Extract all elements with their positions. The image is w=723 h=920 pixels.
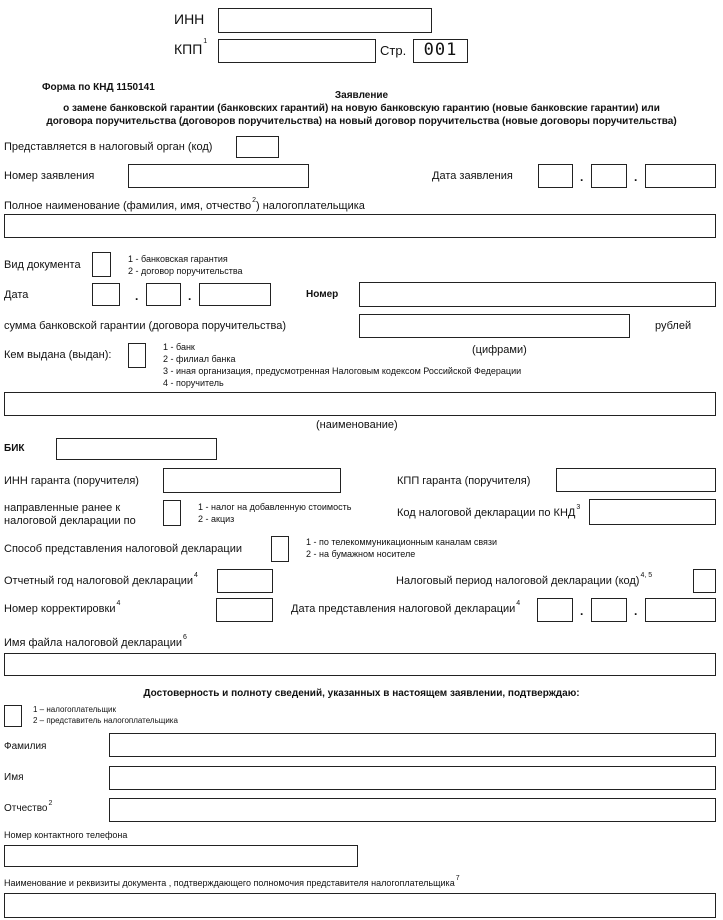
file-name-field[interactable] bbox=[4, 653, 716, 676]
submission-option-1: 1 - по телекоммуникационным каналам связи bbox=[306, 537, 498, 547]
doc-type-label: Вид документа bbox=[4, 259, 81, 271]
surname-label: Фамилия bbox=[4, 741, 47, 752]
guarantor-inn-label: ИНН гаранта (поручителя) bbox=[4, 475, 139, 487]
footnote-4-5: 4, 5 bbox=[640, 572, 653, 579]
doc-date-year[interactable] bbox=[199, 283, 271, 306]
issued-by-option-1: 1 - банк bbox=[163, 342, 195, 352]
doc-type-option-2: 2 - договор поручительства bbox=[128, 266, 243, 276]
declaration-date-year[interactable] bbox=[645, 598, 716, 622]
confirmation-heading: Достоверность и полноту сведений, указанных в настоящем заявлении, подтверждаю: bbox=[143, 688, 580, 699]
application-date-month[interactable] bbox=[591, 164, 627, 188]
doc-date-day[interactable] bbox=[92, 283, 120, 306]
issued-by-option-4: 4 - поручитель bbox=[163, 378, 224, 388]
declaration-date-label-text: Дата представления налоговой декларации bbox=[291, 603, 516, 615]
report-year-label bbox=[4, 572, 198, 587]
surname-field[interactable] bbox=[109, 733, 716, 757]
submission-option-2: 2 - на бумажном носителе bbox=[306, 549, 416, 559]
guarantor-kpp-field[interactable] bbox=[556, 468, 716, 492]
doc-type-option-1: 1 - банковская гарантия bbox=[128, 254, 228, 264]
kpp-footnote: 1 bbox=[203, 38, 208, 45]
footnote-4: 4 bbox=[194, 572, 198, 579]
date-separator: . bbox=[634, 604, 638, 618]
bik-label: БИК bbox=[4, 443, 25, 454]
issuer-name-caption: (наименование) bbox=[316, 419, 398, 431]
date-separator: . bbox=[634, 170, 638, 184]
date-separator: . bbox=[580, 170, 584, 184]
declaration-date-label bbox=[291, 600, 521, 615]
doc-type-field[interactable] bbox=[92, 252, 111, 277]
taxpayer-name-label-end: ) налогоплательщика bbox=[256, 200, 365, 212]
application-date-day[interactable] bbox=[538, 164, 573, 188]
name-field[interactable] bbox=[109, 766, 716, 790]
footnote-4: 4 bbox=[116, 600, 121, 607]
authority-doc-field[interactable] bbox=[4, 893, 716, 918]
taxpayer-name-label bbox=[4, 197, 365, 212]
correction-number-field[interactable] bbox=[216, 598, 273, 622]
tax-type-option-1: 1 - налог на добавленную стоимость bbox=[198, 502, 352, 512]
tax-period-label bbox=[396, 572, 653, 587]
sent-earlier-label-1: направленные ранее к bbox=[4, 502, 121, 514]
kpp-label-text: КПП bbox=[174, 41, 203, 57]
amount-unit: рублей bbox=[655, 320, 692, 332]
doc-date-month[interactable] bbox=[146, 283, 181, 306]
correction-number-label bbox=[4, 600, 121, 615]
amount-label: сумма банковской гарантии (договора поручительства) bbox=[4, 320, 287, 332]
report-year-label-text: Отчетный год налоговой декларации bbox=[4, 575, 194, 587]
date-separator: . bbox=[580, 604, 584, 618]
tax-period-field[interactable] bbox=[693, 569, 716, 593]
form-subtitle-line1: о замене банковской гарантии (банковских гарантий) на новую банковскую гарантию (новые банковские гарантии) или bbox=[63, 103, 660, 114]
guarantor-kpp-label: КПП гаранта (поручителя) bbox=[397, 475, 531, 487]
footnote-2: 2 bbox=[252, 197, 256, 204]
authority-doc-label bbox=[4, 875, 460, 888]
application-number-field[interactable] bbox=[128, 164, 309, 188]
footnote-3: 3 bbox=[576, 504, 581, 511]
footnote-2: 2 bbox=[48, 800, 53, 807]
doc-number-label: Номер bbox=[306, 289, 339, 300]
phone-field[interactable] bbox=[4, 845, 358, 867]
issued-by-field[interactable] bbox=[128, 343, 146, 368]
signer-type-field[interactable] bbox=[4, 705, 22, 727]
patronymic-label bbox=[4, 800, 53, 814]
issuer-name-field[interactable] bbox=[4, 392, 716, 416]
application-date-label: Дата заявления bbox=[432, 170, 513, 182]
kpp-label bbox=[174, 38, 208, 57]
signer-option-2: 2 – представитель налогоплательщика bbox=[33, 716, 178, 725]
phone-label: Номер контактного телефона bbox=[4, 830, 128, 840]
doc-number-field[interactable] bbox=[359, 282, 716, 307]
amount-caption: (цифрами) bbox=[472, 344, 527, 356]
patronymic-field[interactable] bbox=[109, 798, 716, 822]
declaration-date-day[interactable] bbox=[537, 598, 573, 622]
knd-code-field-label bbox=[397, 504, 581, 519]
correction-number-label-text: Номер корректировки bbox=[4, 603, 116, 615]
form-subtitle-line2: договора поручительства (договоров поручительства) на новый договор поручительства (новые договоры поручительства) bbox=[46, 116, 677, 127]
footnote-4: 4 bbox=[516, 600, 521, 607]
date-separator: . bbox=[188, 289, 192, 303]
footnote-7: 7 bbox=[455, 875, 460, 882]
declaration-date-month[interactable] bbox=[591, 598, 627, 622]
authority-doc-label-text: Наименование и реквизиты документа , подтверждающего полномочия представителя налогоплательщика bbox=[4, 878, 455, 888]
page-number-field[interactable]: 001 bbox=[413, 39, 468, 63]
tax-authority-label: Представляется в налоговый орган (код) bbox=[4, 141, 213, 153]
patronymic-label-text: Отчество bbox=[4, 803, 48, 814]
page-label: Стр. bbox=[380, 43, 407, 58]
date-separator: . bbox=[135, 289, 139, 303]
inn-label: ИНН bbox=[174, 11, 205, 27]
taxpayer-name-label-text: Полное наименование (фамилия, имя, отчество bbox=[4, 200, 252, 212]
doc-date-label: Дата bbox=[4, 289, 29, 301]
kpp-field[interactable] bbox=[218, 39, 376, 63]
knd-code-field-label-text: Код налоговой декларации по КНД bbox=[397, 507, 576, 519]
signer-option-1: 1 – налогоплательщик bbox=[33, 705, 117, 714]
file-name-label-text: Имя файла налоговой декларации bbox=[4, 637, 182, 649]
inn-field[interactable] bbox=[218, 8, 432, 33]
issued-by-label: Кем выдана (выдан): bbox=[4, 349, 112, 361]
tax-type-field[interactable] bbox=[163, 500, 181, 526]
sent-earlier-label-2: налоговой декларации по bbox=[4, 515, 136, 527]
tax-authority-field[interactable] bbox=[236, 136, 279, 158]
bik-field[interactable] bbox=[56, 438, 217, 460]
tax-period-label-text: Налоговый период налоговой декларации (код) bbox=[396, 575, 640, 587]
guarantor-inn-field[interactable] bbox=[163, 468, 341, 493]
knd-code-field[interactable] bbox=[589, 499, 716, 525]
application-date-year[interactable] bbox=[645, 164, 716, 188]
tax-type-option-2: 2 - акциз bbox=[198, 514, 235, 524]
file-name-label bbox=[4, 634, 187, 649]
footnote-6: 6 bbox=[183, 634, 187, 641]
issued-by-option-2: 2 - филиал банка bbox=[163, 354, 236, 364]
taxpayer-name-field[interactable] bbox=[4, 214, 716, 238]
submission-method-field[interactable] bbox=[271, 536, 289, 562]
report-year-field[interactable] bbox=[217, 569, 273, 593]
knd-code-label: Форма по КНД 1150141 bbox=[42, 82, 155, 93]
submission-method-label: Способ представления налоговой декларации bbox=[4, 543, 242, 555]
amount-field[interactable] bbox=[359, 314, 630, 338]
application-number-label: Номер заявления bbox=[4, 170, 95, 182]
form-title: Заявление bbox=[334, 90, 389, 101]
name-label: Имя bbox=[4, 772, 24, 783]
issued-by-option-3: 3 - иная организация, предусмотренная Налоговым кодексом Российской Федерации bbox=[163, 366, 522, 376]
